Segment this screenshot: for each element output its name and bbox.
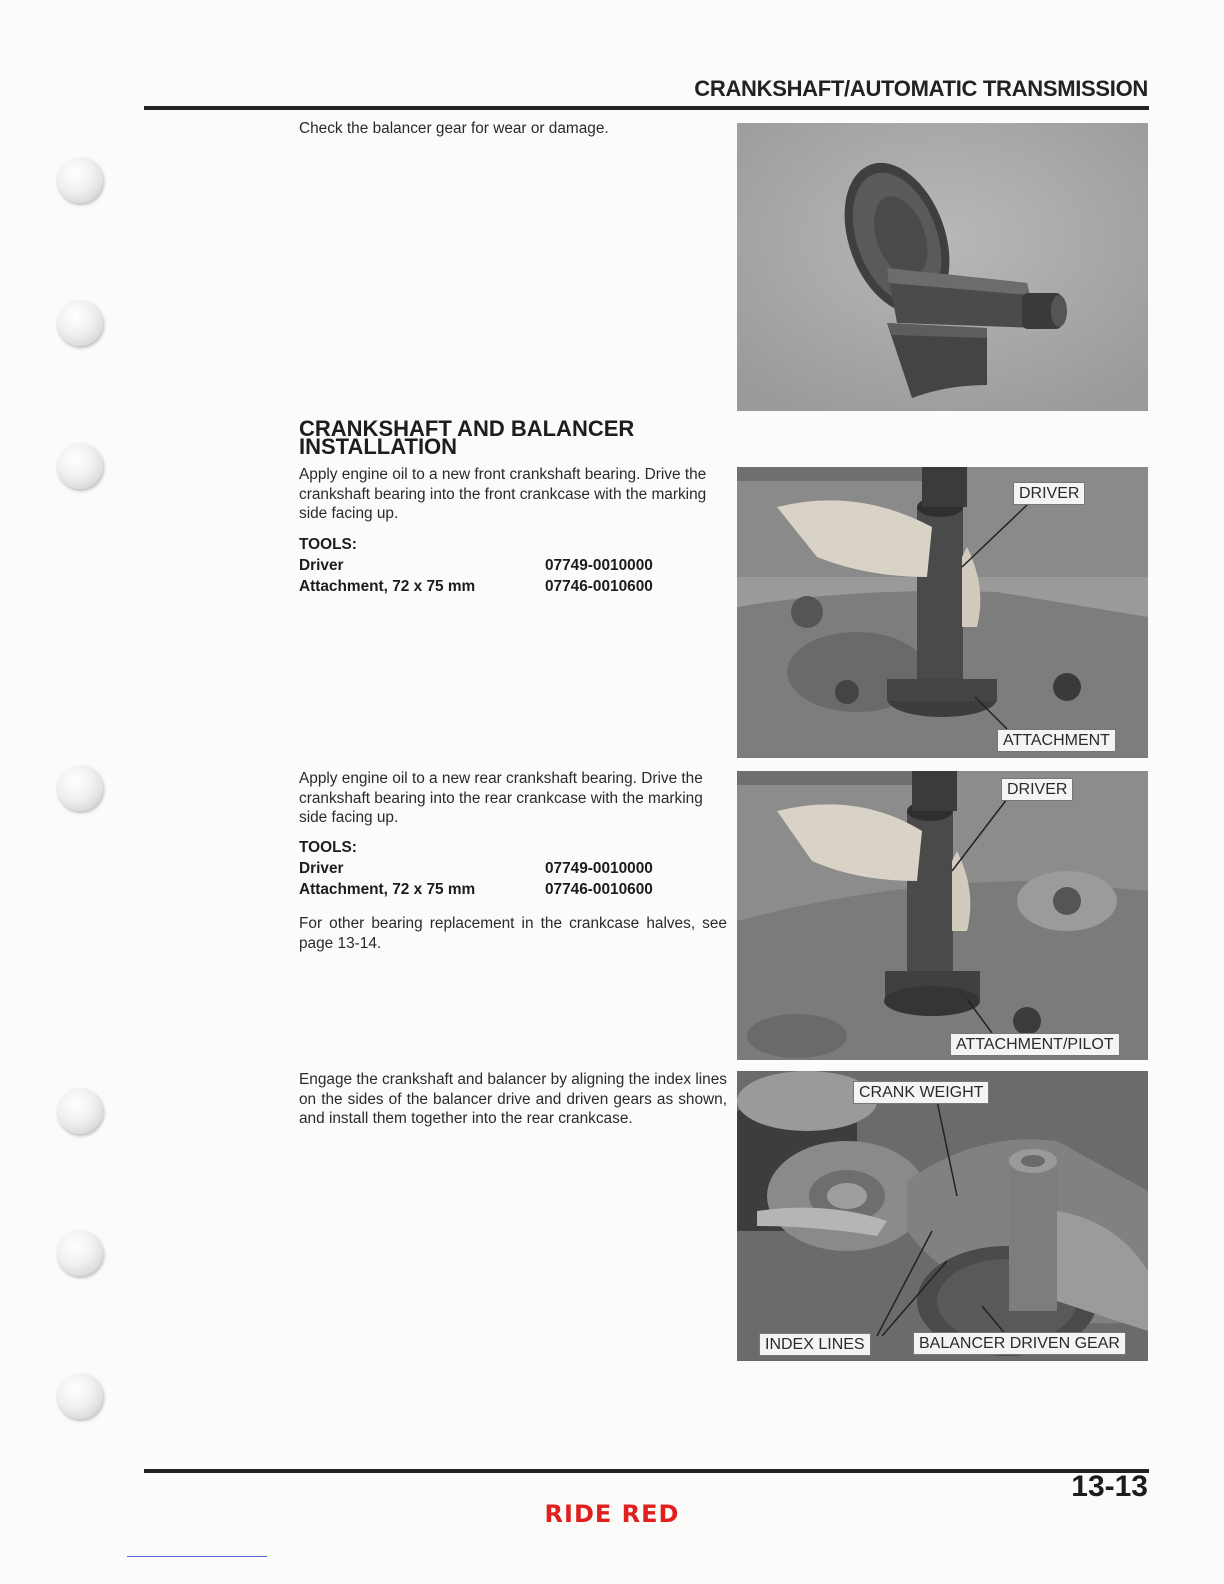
binder-hole: [57, 157, 103, 203]
binder-hole: [57, 1088, 103, 1134]
binder-hole: [57, 1230, 103, 1276]
balancer-driven-gear-callout: BALANCER DRIVEN GEAR: [913, 1332, 1126, 1355]
crank-weight-callout: CRANK WEIGHT: [853, 1081, 989, 1104]
tool-part-number: 07746-0010600: [545, 881, 653, 898]
heading-line-2: INSTALLATION: [299, 434, 458, 459]
tools-title: TOOLS:: [299, 839, 357, 856]
tool-part-number: 07746-0010600: [545, 578, 653, 595]
front-bearing-text: Apply engine oil to a new front crankshaft bearing. Drive the crankshaft bearing into the front crankcase with the marking side facing up.: [299, 466, 707, 522]
tool-name: Driver: [299, 557, 344, 574]
header-rule: [144, 106, 1149, 110]
tool-row: [299, 576, 729, 597]
footer-link-underline: [127, 1556, 267, 1557]
rear-bearing-install-photo: [737, 771, 1148, 1060]
tool-row: [299, 879, 729, 900]
engage-text: Engage the crankshaft and balancer by aligning the index lines on the sides of the balancer drive and driven gears as shown, and install them together into the rear crankcase.: [299, 1071, 727, 1127]
binder-hole: [57, 765, 103, 811]
tool-part-number: 07749-0010000: [545, 860, 653, 877]
crank-balancer-engage-photo: [737, 1071, 1148, 1361]
front-bearing-install-photo: [737, 467, 1148, 758]
binder-hole: [57, 300, 103, 346]
tool-name: Driver: [299, 860, 344, 877]
section-heading: [299, 416, 719, 459]
front-tools: [299, 534, 729, 597]
driver-callout: DRIVER: [1013, 482, 1085, 505]
section-title: CRANKSHAFT/AUTOMATIC TRANSMISSION: [694, 76, 1148, 101]
tools-title: TOOLS:: [299, 536, 357, 553]
heading-line-1: CRANKSHAFT AND BALANCER: [299, 416, 635, 441]
attachment-callout: ATTACHMENT: [997, 729, 1116, 752]
rear-bearing-text: Apply engine oil to a new rear crankshaft bearing. Drive the crankshaft bearing into the rear crankcase with the marking side facing up.: [299, 770, 703, 826]
index-lines-callout: INDEX LINES: [759, 1333, 871, 1356]
balancer-gear-photo: [737, 123, 1148, 411]
tool-name: Attachment, 72 x 75 mm: [299, 881, 476, 898]
tool-row: [299, 555, 729, 576]
footer-rule: [144, 1469, 1149, 1473]
tool-part-number: 07749-0010000: [545, 557, 653, 574]
binder-hole: [57, 443, 103, 489]
intro-text: Check the balancer gear for wear or damage.: [299, 120, 609, 137]
driver-callout: DRIVER: [1001, 778, 1073, 801]
rear-tools: [299, 837, 729, 900]
attachment-pilot-callout: ATTACHMENT/PILOT: [950, 1033, 1120, 1056]
binder-hole: [57, 1373, 103, 1419]
other-bearing-text: For other bearing replacement in the crankcase halves, see page 13-14.: [299, 915, 727, 952]
tool-name: Attachment, 72 x 75 mm: [299, 578, 476, 595]
tool-row: [299, 858, 729, 879]
page-number: 13-13: [1071, 1470, 1148, 1503]
ride-red-logo: RIDE RED: [544, 1500, 680, 1528]
